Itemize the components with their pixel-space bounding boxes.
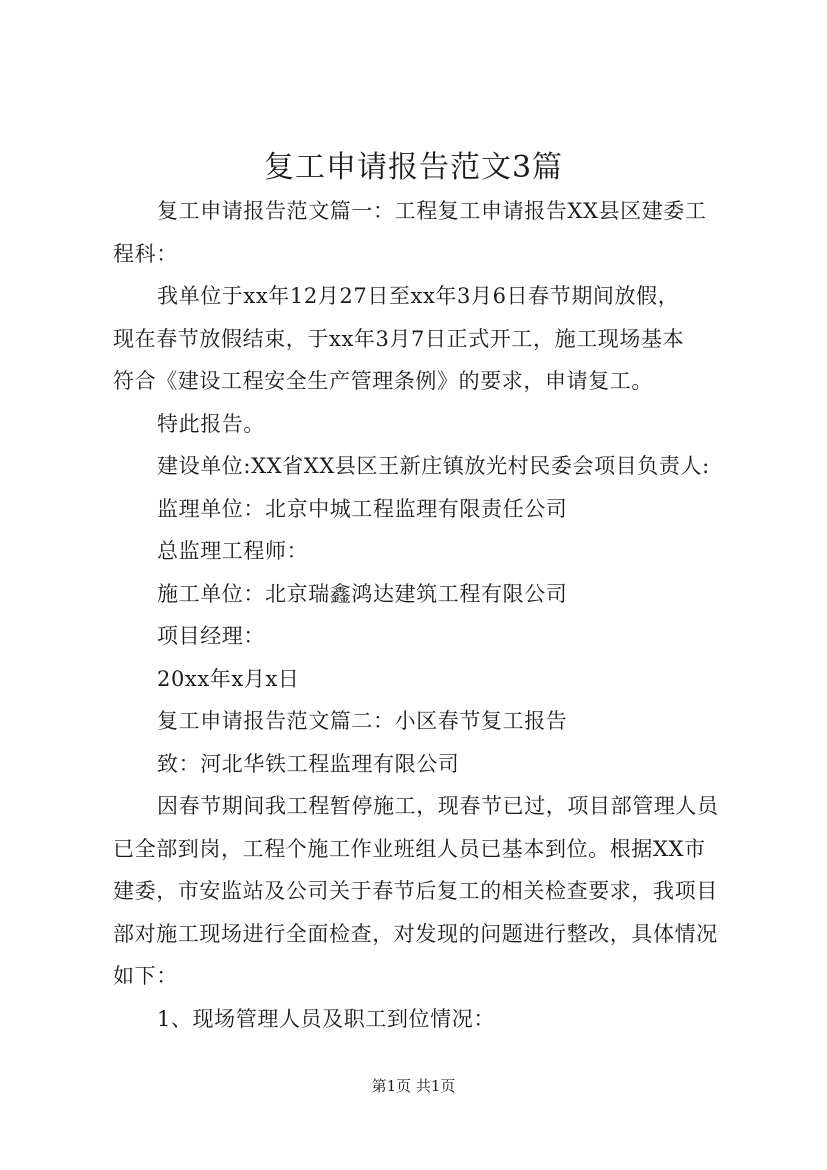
body-line: 因春节期间我工程暂停施工，现春节已过，项目部管理人员 — [157, 794, 719, 818]
body-line: 现在春节放假结束，于xx年3月7日正式开工，施工现场基本 — [113, 326, 685, 351]
body-line: 部对施工现场进行全面检查，对发现的问题进行整改，具体情况 — [113, 921, 718, 946]
document-title: 复工申请报告范文3篇 — [263, 150, 564, 185]
body-line: 20xx年x月x日 — [157, 666, 300, 691]
page-footer: 第1页 共1页 — [371, 1077, 456, 1095]
body-line: 施工单位：北京瑞鑫鸿达建筑工程有限公司 — [157, 581, 568, 606]
body-line: 复工申请报告范文篇一：工程复工申请报告XX县区建委工 — [157, 199, 707, 223]
body-line: 建设单位:XX省XX县区王新庄镇放光村民委会项目负责人: — [157, 454, 710, 478]
body-line: 1、现场管理人员及职工到位情况： — [157, 1006, 495, 1031]
body-line: 如下： — [113, 964, 178, 988]
body-line: 项目经理： — [157, 624, 265, 648]
body-line: 建委，市安监站及公司关于春节后复工的相关检查要求，我项目 — [113, 879, 718, 903]
body-line: 复工申请报告范文篇二：小区春节复工报告 — [157, 709, 568, 733]
body-line: 总监理工程师： — [157, 539, 309, 563]
body-line: 特此报告。 — [157, 411, 265, 436]
document-body — [113, 190, 733, 1040]
body-line: 程科： — [113, 241, 178, 266]
body-line: 致：河北华铁工程监理有限公司 — [157, 751, 460, 776]
body-line: 我单位于xx年12月27日至xx年3月6日春节期间放假， — [157, 284, 680, 308]
body-line: 已全部到岗，工程个施工作业班组人员已基本到位。根据XX市 — [113, 836, 706, 861]
body-line: 监理单位：北京中城工程监理有限责任公司 — [157, 496, 568, 521]
body-line: 符合《建设工程安全生产管理条例》的要求，申请复工。 — [113, 369, 653, 393]
